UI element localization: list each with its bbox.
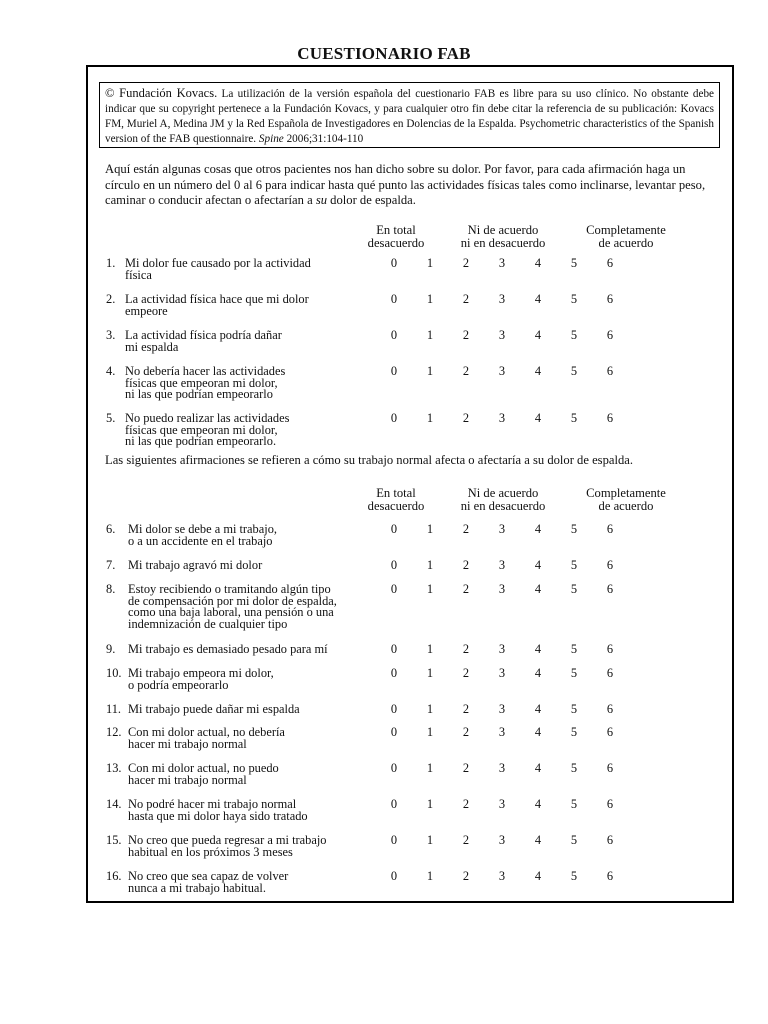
answer-option-5[interactable]: 5 xyxy=(570,582,578,596)
answer-option-0[interactable]: 0 xyxy=(390,558,398,572)
question-text: La actividad física hace que mi dolor empeore xyxy=(125,292,309,318)
answer-option-2[interactable]: 2 xyxy=(462,558,470,572)
question-number: 13. xyxy=(106,761,122,775)
answer-option-0[interactable]: 0 xyxy=(390,761,398,775)
question-row xyxy=(88,582,732,631)
answer-option-1[interactable]: 1 xyxy=(426,833,434,847)
answer-option-5[interactable]: 5 xyxy=(570,364,578,378)
copyright-journal: Spine xyxy=(258,133,284,145)
copyright-org: © Fundación Kovacs. xyxy=(105,86,218,100)
answer-option-6[interactable]: 6 xyxy=(606,558,614,572)
answer-option-0[interactable]: 0 xyxy=(390,328,398,342)
scale-header-disagree-2-line1: En total xyxy=(376,486,416,500)
answer-option-0[interactable]: 0 xyxy=(390,725,398,739)
question-text: Mi dolor se debe a mi trabajo, o a un accidente en el trabajo xyxy=(128,522,277,548)
answer-option-1[interactable]: 1 xyxy=(426,725,434,739)
answer-option-3[interactable]: 3 xyxy=(498,411,506,425)
answer-option-2[interactable]: 2 xyxy=(462,761,470,775)
answer-option-5[interactable]: 5 xyxy=(570,642,578,656)
answer-option-2[interactable]: 2 xyxy=(462,666,470,680)
instructions-end: dolor de espalda. xyxy=(327,193,416,207)
question-number: 10. xyxy=(106,666,122,680)
answer-option-3[interactable]: 3 xyxy=(498,522,506,536)
question-text: No podré hacer mi trabajo normal hasta que mi dolor haya sido tratado xyxy=(128,797,308,823)
question-text: Mi trabajo empeora mi dolor, o podría empeorarlo xyxy=(128,666,274,692)
answer-option-3[interactable]: 3 xyxy=(498,702,506,716)
answer-option-1[interactable]: 1 xyxy=(426,558,434,572)
answer-option-4[interactable]: 4 xyxy=(534,522,542,536)
copyright-citation: 2006;31:104-110 xyxy=(283,133,364,145)
answer-option-5[interactable]: 5 xyxy=(570,256,578,270)
answer-option-2[interactable]: 2 xyxy=(462,522,470,536)
scale-header-agree-line1: Completamente xyxy=(586,223,666,237)
answer-option-1[interactable]: 1 xyxy=(426,702,434,716)
answer-option-2[interactable]: 2 xyxy=(462,328,470,342)
question-text: No puedo realizar las actividades físicas que empeoran mi dolor, ni las que podrían empeorarlo. xyxy=(125,411,290,448)
answer-option-0[interactable]: 0 xyxy=(390,702,398,716)
instructions-text: Aquí están algunas cosas que otros pacientes nos han dicho sobre su dolor. Por favor, para cada afirmación haga un círculo en un número del 0 al 6 para indicar hasta qué punto las actividades físicas tales como inclinarse, levantar peso, caminar o conducir afectan o afectarían a xyxy=(105,162,706,207)
answer-option-5[interactable]: 5 xyxy=(570,702,578,716)
question-number: 16. xyxy=(106,869,122,883)
answer-option-5[interactable]: 5 xyxy=(570,666,578,680)
answer-option-6[interactable]: 6 xyxy=(606,761,614,775)
answer-option-2[interactable]: 2 xyxy=(462,292,470,306)
answer-option-2[interactable]: 2 xyxy=(462,411,470,425)
answer-option-2[interactable]: 2 xyxy=(462,256,470,270)
answer-option-6[interactable]: 6 xyxy=(606,364,614,378)
question-number: 15. xyxy=(106,833,122,847)
answer-option-2[interactable]: 2 xyxy=(462,797,470,811)
answer-option-3[interactable]: 3 xyxy=(498,797,506,811)
questionnaire-frame xyxy=(86,65,734,903)
answer-option-3[interactable]: 3 xyxy=(498,364,506,378)
answer-option-2[interactable]: 2 xyxy=(462,582,470,596)
answer-option-4[interactable]: 4 xyxy=(534,869,542,883)
scale-header-disagree-2 xyxy=(356,487,436,512)
answer-option-5[interactable]: 5 xyxy=(570,558,578,572)
answer-option-1[interactable]: 1 xyxy=(426,522,434,536)
scale-header-neutral-line2: ni en desacuerdo xyxy=(460,235,546,250)
question-number: 5. xyxy=(106,411,116,425)
answer-option-6[interactable]: 6 xyxy=(606,725,614,739)
copyright-notice xyxy=(99,82,720,148)
answer-option-1[interactable]: 1 xyxy=(426,256,434,270)
answer-option-2[interactable]: 2 xyxy=(462,725,470,739)
question-text: Mi dolor fue causado por la actividad física xyxy=(125,256,311,282)
answer-option-4[interactable]: 4 xyxy=(534,292,542,306)
answer-option-3[interactable]: 3 xyxy=(498,833,506,847)
question-row xyxy=(88,871,732,911)
answer-option-0[interactable]: 0 xyxy=(390,411,398,425)
answer-option-0[interactable]: 0 xyxy=(390,666,398,680)
answer-option-3[interactable]: 3 xyxy=(498,582,506,596)
answer-option-4[interactable]: 4 xyxy=(534,328,542,342)
answer-option-6[interactable]: 6 xyxy=(606,869,614,883)
answer-option-2[interactable]: 2 xyxy=(462,869,470,883)
scale-header-neutral-line1: Ni de acuerdo xyxy=(467,223,539,237)
answer-option-2[interactable]: 2 xyxy=(462,702,470,716)
answer-option-4[interactable]: 4 xyxy=(534,702,542,716)
answer-option-6[interactable]: 6 xyxy=(606,292,614,306)
answer-option-4[interactable]: 4 xyxy=(534,642,542,656)
scale-header-agree-2 xyxy=(568,487,684,512)
instructions xyxy=(105,162,723,209)
question-number: 9. xyxy=(106,642,116,656)
question-number: 14. xyxy=(106,797,122,811)
answer-option-1[interactable]: 1 xyxy=(426,411,434,425)
question-number: 6. xyxy=(106,522,116,536)
answer-option-1[interactable]: 1 xyxy=(426,328,434,342)
answer-option-5[interactable]: 5 xyxy=(570,292,578,306)
question-number: 3. xyxy=(106,328,116,342)
answer-option-3[interactable]: 3 xyxy=(498,642,506,656)
question-text: Con mi dolor actual, no debería hacer mi trabajo normal xyxy=(128,725,285,751)
question-number: 4. xyxy=(106,364,116,378)
answer-option-2[interactable]: 2 xyxy=(462,364,470,378)
answer-option-0[interactable]: 0 xyxy=(390,869,398,883)
answer-option-5[interactable]: 5 xyxy=(570,522,578,536)
scale-header-disagree-2-line2: desacuerdo xyxy=(367,498,425,513)
answer-option-0[interactable]: 0 xyxy=(390,797,398,811)
question-text: Con mi dolor actual, no puedo hacer mi trabajo normal xyxy=(128,761,279,787)
answer-option-1[interactable]: 1 xyxy=(426,582,434,596)
answer-option-3[interactable]: 3 xyxy=(498,869,506,883)
answer-option-0[interactable]: 0 xyxy=(390,292,398,306)
answer-option-6[interactable]: 6 xyxy=(606,522,614,536)
scale-header-neutral xyxy=(443,224,563,249)
scale-header-disagree-line2: desacuerdo xyxy=(367,235,425,250)
answer-option-5[interactable]: 5 xyxy=(570,725,578,739)
answer-option-4[interactable]: 4 xyxy=(534,725,542,739)
answer-option-6[interactable]: 6 xyxy=(606,582,614,596)
answer-option-6[interactable]: 6 xyxy=(606,666,614,680)
answer-option-1[interactable]: 1 xyxy=(426,869,434,883)
question-number: 11. xyxy=(106,702,122,716)
question-text: No creo que pueda regresar a mi trabajo habitual en los próximos 3 meses xyxy=(128,833,327,859)
answer-option-6[interactable]: 6 xyxy=(606,642,614,656)
answer-option-0[interactable]: 0 xyxy=(390,833,398,847)
answer-option-4[interactable]: 4 xyxy=(534,666,542,680)
answer-option-4[interactable]: 4 xyxy=(534,558,542,572)
question-number: 8. xyxy=(106,582,116,596)
answer-option-1[interactable]: 1 xyxy=(426,292,434,306)
answer-option-6[interactable]: 6 xyxy=(606,702,614,716)
answer-option-0[interactable]: 0 xyxy=(390,582,398,596)
answer-option-3[interactable]: 3 xyxy=(498,666,506,680)
answer-option-5[interactable]: 5 xyxy=(570,761,578,775)
answer-option-4[interactable]: 4 xyxy=(534,833,542,847)
answer-option-6[interactable]: 6 xyxy=(606,411,614,425)
answer-option-6[interactable]: 6 xyxy=(606,833,614,847)
answer-option-0[interactable]: 0 xyxy=(390,256,398,270)
answer-option-4[interactable]: 4 xyxy=(534,797,542,811)
answer-option-4[interactable]: 4 xyxy=(534,256,542,270)
question-row xyxy=(88,366,732,406)
section2-note: Las siguientes afirmaciones se refieren a cómo su trabajo normal afecta o afectaría a su dolor de espalda. xyxy=(105,453,634,467)
answer-option-6[interactable]: 6 xyxy=(606,797,614,811)
scale-header-disagree-line1: En total xyxy=(376,223,416,237)
page-title: CUESTIONARIO FAB xyxy=(297,44,471,63)
answer-option-6[interactable]: 6 xyxy=(606,328,614,342)
answer-option-0[interactable]: 0 xyxy=(390,522,398,536)
question-text: No creo que sea capaz de volver nunca a mi trabajo habitual. xyxy=(128,869,289,895)
copyright-text: La utilización de la versión española del cuestionario FAB es libre para su uso clínico. No obstante debe indicar que su copyright pertenece a la Fundación Kovacs, y para cualquier otro fin debe citar la referencia de su publicación: Kovacs FM, Muriel A, Medina JM y la Red Española de Investigadores en Dolencias de la Espalda. Psychometric characteristics of the Spanish version of the FAB questionnaire. xyxy=(105,88,714,145)
answer-option-4[interactable]: 4 xyxy=(534,582,542,596)
scale-header-agree-line2: de acuerdo xyxy=(598,235,654,250)
question-text: Estoy recibiendo o tramitando algún tipo de compensación por mi dolor de espalda, como una baja laboral, una pensión o una indemnización de cualquier tipo xyxy=(128,582,337,631)
question-number: 12. xyxy=(106,725,122,739)
answer-option-6[interactable]: 6 xyxy=(606,256,614,270)
question-text: Mi trabajo agravó mi dolor xyxy=(128,558,263,572)
answer-option-5[interactable]: 5 xyxy=(570,833,578,847)
question-number: 2. xyxy=(106,292,116,306)
scale-header-neutral-2-line2: ni en desacuerdo xyxy=(460,498,546,513)
answer-option-2[interactable]: 2 xyxy=(462,833,470,847)
scale-header-agree-2-line2: de acuerdo xyxy=(598,498,654,513)
scale-header-neutral-2 xyxy=(443,487,563,512)
question-text: La actividad física podría dañar mi espalda xyxy=(125,328,282,354)
question-text: No debería hacer las actividades físicas que empeoran mi dolor, ni las que podrían empeorarlo xyxy=(125,364,286,401)
answer-option-5[interactable]: 5 xyxy=(570,411,578,425)
question-number: 7. xyxy=(106,558,116,572)
scale-header-agree-2-line1: Completamente xyxy=(586,486,666,500)
answer-option-5[interactable]: 5 xyxy=(570,797,578,811)
answer-option-0[interactable]: 0 xyxy=(390,642,398,656)
question-text: Mi trabajo puede dañar mi espalda xyxy=(128,702,300,716)
answer-option-1[interactable]: 1 xyxy=(426,797,434,811)
scale-header-disagree xyxy=(356,224,436,249)
answer-option-4[interactable]: 4 xyxy=(534,411,542,425)
answer-option-3[interactable]: 3 xyxy=(498,256,506,270)
instructions-italic: su xyxy=(315,193,328,207)
answer-option-4[interactable]: 4 xyxy=(534,364,542,378)
scale-header-neutral-2-line1: Ni de acuerdo xyxy=(467,486,539,500)
answer-option-3[interactable]: 3 xyxy=(498,292,506,306)
answer-option-1[interactable]: 1 xyxy=(426,364,434,378)
answer-option-3[interactable]: 3 xyxy=(498,725,506,739)
answer-option-1[interactable]: 1 xyxy=(426,761,434,775)
answer-option-3[interactable]: 3 xyxy=(498,558,506,572)
question-number: 1. xyxy=(106,256,116,270)
answer-option-5[interactable]: 5 xyxy=(570,869,578,883)
answer-option-3[interactable]: 3 xyxy=(498,761,506,775)
scale-header-agree xyxy=(568,224,684,249)
answer-option-4[interactable]: 4 xyxy=(534,761,542,775)
answer-option-5[interactable]: 5 xyxy=(570,328,578,342)
answer-option-2[interactable]: 2 xyxy=(462,642,470,656)
answer-option-0[interactable]: 0 xyxy=(390,364,398,378)
question-row xyxy=(88,413,732,453)
answer-option-1[interactable]: 1 xyxy=(426,642,434,656)
question-text: Mi trabajo es demasiado pesado para mí xyxy=(128,642,328,656)
answer-option-3[interactable]: 3 xyxy=(498,328,506,342)
answer-option-1[interactable]: 1 xyxy=(426,666,434,680)
